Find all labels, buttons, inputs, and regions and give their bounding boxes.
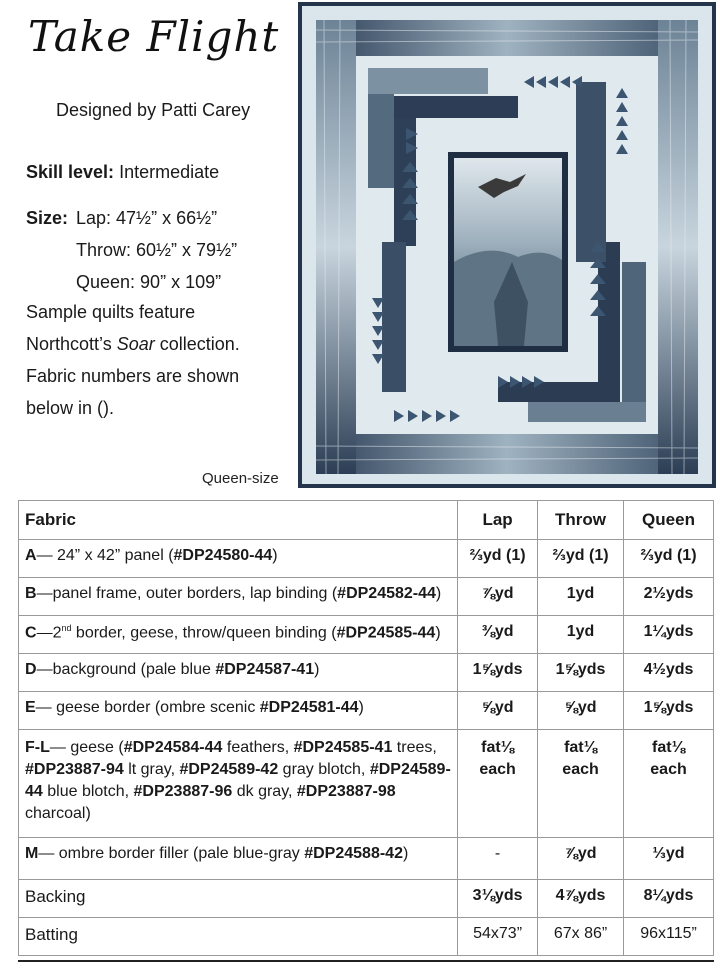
qty-throw: 1yd [538, 578, 624, 616]
qty-lap: 54x73” [458, 918, 538, 956]
qty-lap: 3⅛yds [458, 880, 538, 918]
qty-throw: ⅝yd [538, 692, 624, 730]
fabric-description [19, 540, 458, 578]
backing-label: Backing [19, 880, 458, 918]
sample-note-line: Sample quilts feature [26, 302, 196, 322]
qty-lap: ⅞yd [458, 578, 538, 616]
quilt-image [298, 2, 716, 488]
fabric-letter: B [25, 585, 37, 602]
skill-level [26, 160, 219, 184]
fabric-code: #DP24589-42 [179, 761, 279, 778]
fabric-code: #DP24588-42 [304, 845, 403, 862]
fabric-code: #DP24585-41 [293, 739, 393, 756]
frame-right-lower [622, 262, 646, 422]
table-row [19, 692, 714, 730]
fabric-description [19, 730, 458, 838]
fabric-text: dk gray, [232, 783, 297, 800]
sample-text: Northcott’s [26, 334, 117, 354]
outer-border-bottom [316, 434, 698, 474]
inner-frame-bottom [498, 382, 620, 402]
designer-credit: Designed by Patti Carey [56, 100, 251, 120]
fabric-text: — geese border (ombre scenic [35, 699, 260, 716]
fabric-letter: A [25, 547, 37, 564]
qty-queen: 96x115” [624, 918, 714, 956]
sample-text: collection. [154, 334, 240, 354]
table-row [19, 578, 714, 616]
fabric-text: ) [402, 845, 409, 862]
fabric-description [19, 654, 458, 692]
sample-note-line [26, 332, 240, 356]
fabric-text: ) [314, 661, 320, 678]
frame-top-left [368, 68, 488, 94]
qty-throw: 67x 86” [538, 918, 624, 956]
fabric-requirements-table [18, 500, 714, 956]
header-queen: Queen [624, 501, 714, 540]
page-title: Take Flight [28, 12, 280, 61]
sample-note-line: Fabric numbers are shown [26, 366, 240, 386]
qty-lap: - [458, 838, 538, 880]
qty-queen: fat⅛ each [624, 730, 714, 838]
size-throw: Throw: 60½” x 79½” [76, 240, 238, 260]
qty-throw: ⅔yd (1) [538, 540, 624, 578]
qty-throw: 4⅞yds [538, 880, 624, 918]
fabric-code: #DP24589-44 [25, 761, 451, 800]
fabric-text: lt gray, [123, 761, 180, 778]
fabric-letter: D [25, 661, 37, 678]
qty-throw: ⅞yd [538, 838, 624, 880]
fabric-code: #DP24585-44 [336, 624, 436, 642]
fabric-text: border, geese, throw/queen binding ( [71, 624, 337, 642]
fabric-text: —background (pale blue [36, 661, 216, 678]
frame-left-lower [382, 242, 406, 392]
fabric-letter: M [25, 845, 39, 862]
fabric-text: trees, [392, 739, 437, 756]
qty-queen: 1⅝yds [624, 692, 714, 730]
fabric-letter: C [25, 624, 37, 642]
qty-lap: 1⅝yds [458, 654, 538, 692]
qty-queen: 1¼yds [624, 616, 714, 654]
qty-queen: 2½yds [624, 578, 714, 616]
header-lap: Lap [458, 501, 538, 540]
fabric-code: #DP24584-44 [123, 739, 223, 756]
fabric-text: ) [435, 624, 441, 642]
fabric-description [19, 578, 458, 616]
fabric-text: —panel frame, outer borders, lap binding ( [36, 585, 338, 602]
outer-border-right [658, 20, 698, 474]
fabric-code: #DP24580-44 [173, 547, 273, 564]
header-throw: Throw [538, 501, 624, 540]
qty-queen: 4½yds [624, 654, 714, 692]
qty-lap: ⅔yd (1) [458, 540, 538, 578]
collection-name: Soar [116, 334, 155, 354]
skill-label: Skill level: [26, 162, 115, 182]
outer-border-left [316, 20, 356, 474]
table-row [19, 880, 714, 918]
skill-value: Intermediate [119, 162, 220, 182]
qty-lap: ⅝yd [458, 692, 538, 730]
ordinal-suffix: nd [61, 623, 72, 633]
fabric-text: blue blotch, [42, 783, 134, 800]
frame-bottom-right [528, 402, 646, 422]
table-header-row [19, 501, 714, 540]
fabric-description [19, 838, 458, 880]
fabric-code: #DP23887-94 [25, 761, 124, 778]
fabric-text: — geese ( [49, 739, 124, 756]
fabric-text: —2 [36, 624, 62, 642]
qty-queen: ⅔yd (1) [624, 540, 714, 578]
fabric-description [19, 692, 458, 730]
fabric-text: ) [272, 547, 278, 564]
qty-throw: 1⅝yds [538, 654, 624, 692]
fabric-text: — 24” x 42” panel ( [36, 547, 174, 564]
header-fabric: Fabric [19, 501, 458, 540]
image-caption: Queen-size [202, 470, 279, 487]
fabric-text: feathers, [222, 739, 294, 756]
frame-right-upper [576, 82, 606, 262]
table-row [19, 918, 714, 956]
fabric-letter: F-L [25, 739, 50, 756]
table-row [19, 730, 714, 838]
qty-lap: fat⅛ each [458, 730, 538, 838]
sample-note-line: below in (). [26, 398, 115, 418]
inner-frame-top [394, 96, 518, 118]
qty-throw: 1yd [538, 616, 624, 654]
table-row [19, 654, 714, 692]
size-label: Size: [26, 208, 69, 228]
table-row [19, 838, 714, 880]
fabric-code: #DP24581-44 [259, 699, 359, 716]
fabric-text: gray blotch, [278, 761, 370, 778]
fabric-code: #DP23887-96 [133, 783, 233, 800]
fabric-text: charcoal) [25, 805, 91, 822]
table-row [19, 616, 714, 654]
fabric-code: #DP23887-98 [296, 783, 396, 800]
divider [18, 960, 714, 962]
outer-border-top [316, 20, 698, 56]
batting-label: Batting [19, 918, 458, 956]
fabric-code: #DP24582-44 [337, 585, 436, 602]
fabric-text: ) [358, 699, 364, 716]
fabric-description [19, 616, 458, 654]
qty-queen: ⅓yd [624, 838, 714, 880]
qty-lap: ⅜yd [458, 616, 538, 654]
fabric-letter: E [25, 699, 36, 716]
qty-throw: fat⅛ each [538, 730, 624, 838]
fabric-text: ) [435, 585, 442, 602]
fabric-text: — ombre border filler (pale blue-gray [38, 845, 305, 862]
size-queen: Queen: 90” x 109” [76, 272, 222, 292]
table-row [19, 540, 714, 578]
fabric-code: #DP24587-41 [215, 661, 315, 678]
qty-queen: 8¼yds [624, 880, 714, 918]
size-lap: Lap: 47½” x 66½” [76, 208, 218, 228]
